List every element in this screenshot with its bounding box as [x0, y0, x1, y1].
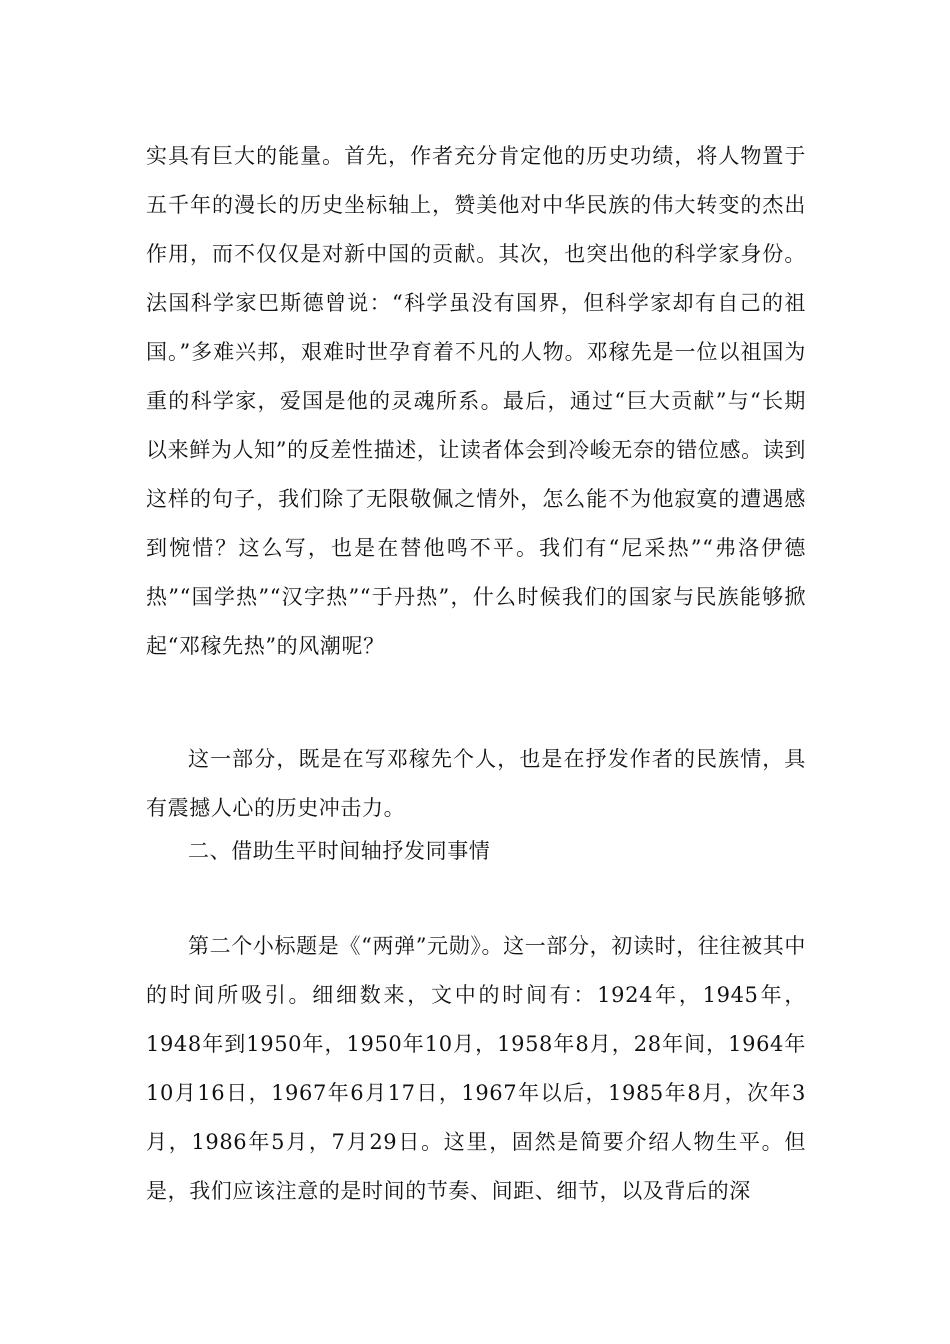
paragraph-block-2 [146, 735, 806, 833]
section-heading-block [146, 827, 806, 876]
body-paragraph: 实具有巨大的能量。首先，作者充分肯定他的历史功绩，将人物置于五千年的漫长的历史坐标轴上，赞美他对中华民族的伟大转变的杰出作用，而不仅仅是对新中国的贡献。其次，也突出他的科学家身份。法国科学家巴斯德曾说：“科学虽没有国界，但科学家却有自己的祖国。”多难兴邦，艰难时世孕育着不凡的人物。邓稼先是一位以祖国为重的科学家，爱国是他的灵魂所系。最后，通过“巨大贡献”与“长期以来鲜为人知”的反差性描述，让读者体会到冷峻无奈的错位感。读到这样的句子，我们除了无限敬佩之情外，怎么能不为他寂寞的遭遇感到惋惜？这么写，也是在替他鸣不平。我们有“尼采热”“弗洛伊德热”“国学热”“汉字热”“于丹热”，什么时候我们的国家与民族能够掀起“邓稼先热”的风潮呢？ [146, 144, 806, 658]
body-paragraph: 这一部分，既是在写邓稼先个人，也是在抒发作者的民族情，具有震撼人心的历史冲击力。 [146, 747, 806, 820]
body-paragraph: 第二个小标题是《“两弹”元勋》。这一部分，初读时，往往被其中的时间所吸引。细细数来，文中的时间有：1924年，1945年，1948年到1950年，1950年10月，1958年8月，28年间，1964年10月16日，1967年6月17日，1967年以后，1985年8月，次年3月，1986年5月，7月29日。这里，固然是简要介绍人物生平。但是，我们应该注意的是时间的节奏、间距、细节，以及背后的深 [146, 934, 806, 1203]
paragraph-block-4 [146, 922, 806, 1216]
paragraph-block-1 [146, 132, 806, 671]
section-heading: 二、借助生平时间轴抒发同事情 [188, 839, 491, 863]
